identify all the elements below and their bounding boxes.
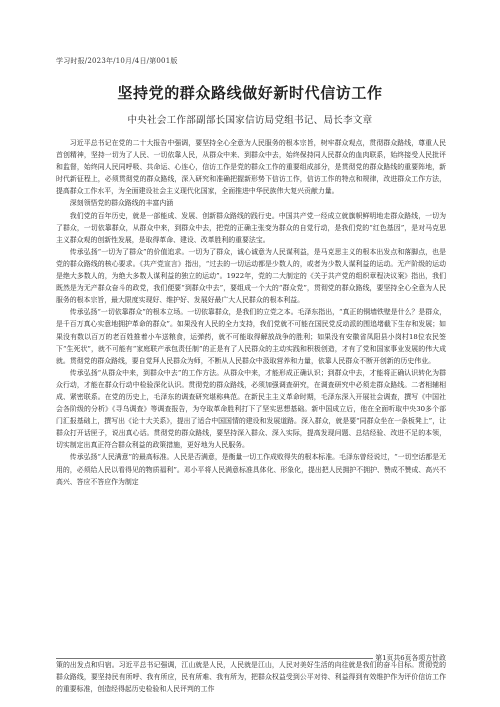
paragraph: 我们党的百年历史，就是一部能成、发展、创新群众路线的践行史。中国共产党一经成立就旗帜鲜明地走群众路线，一切为了群众，一切依靠群众，从群众中来，到群众中去，把党的正确主张变为群众的自觉行动，是我们党的“红色基因”，是对马克思主义群众观的创新性发展，是取得革命、建设、改革胜利的重要法宝。	[56, 211, 446, 244]
paragraph-intro: 习近平总书记在党的二十大报告中强调，要坚持全心全意为人民服务的根本宗旨，树牢群众观点，贯彻群众路线，尊重人民首创精神，坚持一切为了人民、一切依靠人民，从群众中来、到群众中去，始终保持同人民群众的血肉联系，始终接受人民批评和监督，始终同人民同呼吸、共命运、心连心，信访工作是党的群众工作的重要组成部分，是贯彻党的群众路线的重要阵地，新时代新征程上，必须贯彻党的群众路线，深入研究和准确把握新形势下信访工作，信访工作的特点和规律，改进群众工作方法，提高群众工作水平，为全面建设社会主义现代化国家，全面推进中华民族伟大复兴贡献力量。	[56, 139, 446, 196]
continuation-text: 策的出发点和归宿。习近平总书记强调，江山就是人民，人民就是江山，人民对美好生活的向往就是我们的奋斗目标。贯彻党的群众路线，要坚持民有所呼、我有所应，民有所难、我有所为，把群众权益受到公平对待、利益得到有效维护作为评价信访工作的重要标准，创造经得起历史检验和人民评判的工作	[56, 661, 446, 693]
page-number: 第1页共6页各项方针政	[375, 654, 446, 662]
article-body	[56, 137, 446, 488]
page-title: 坚持党的群众路线做好新时代信访工作	[117, 84, 383, 102]
paragraph: 传承弘扬“从群众中来，到群众中去”的工作方法。从群众中来，才能形成正确认识；到群众中去，才能将正确认识转化为群众行动，才能在群众行动中检验深化认识。贯彻党的群众路线，必须加强调查研究，在调查研究中必须走群众路线。二者相辅相成、紧密联系。在党的历史上，毛泽东的调查研究堪称典范。在新民主主义革命时期，毛泽东深入开展社会调查，撰写《中国社会各阶级的分析》《寻乌调查》等调查报告，为夺取革命胜利打下了坚实思想基础。新中国成立后，他在全面听取中央30多个部门汇报基础上，撰写出《论十大关系》，提出了适合中国国情的建设和发展道路。深入群众，就是要“同群众坐在一条板凳上”，让群众打开话匣子，说出真心话。贯彻党的群众路线，要坚持深入群众、深入实际，提高发现问题、总结经验、改进不足的本领，切实制定出真正符合群众利益的政策措施，更好地为人民服务。	[56, 368, 446, 450]
paragraph: 传承弘扬“一切为了群众”的价值追求。一切为了群众，诚心诚意为人民谋利益，是马克思主义的根本出发点和落脚点，也是党的群众路线的核心要求。《共产党宣言》指出，“过去的一切运动都是少数人的，或者为少数人谋利益的运动。无产阶级的运动是绝大多数人的，为绝大多数人谋利益的独立的运动”。1922年，党的二大制定的《关于共产党的组织章程决议案》指出，我们既然是为无产群众奋斗的政党，我们便要“到群众中去”，要组成一个大的“群众党”，贯彻党的群众路线，要坚持全心全意为人民服务的根本宗旨，最大限度实现好、维护好、发展好最广大人民群众的根本利益。	[56, 247, 446, 305]
issue-header: 学习时报/2023年/10月/4日/第001版	[56, 57, 178, 65]
author-line: 中央社会工作部副部长国家信访局党组书记、局长李文章	[127, 115, 373, 126]
paragraph: 传承弘扬“人民满意”的最高标准。人民是否满意，是衡量一切工作成败得失的根本标准。毛泽东曾经说过，“一切空话都是无用的，必须给人民以看得见的物质福利”。邓小平将人民满意标准具体化、形象化，提出把人民拥护不拥护、赞成不赞成、高兴不高兴、答应不答应作为制定	[56, 453, 446, 486]
section-heading: 深刻领悟党的群众路线的丰富内涵	[69, 199, 174, 208]
paragraph: 传承弘扬“一切依靠群众”的根本立场。一切依靠群众，是我们的立党之本。毛泽东指出，“真正的铜墙铁壁是什么？是群众，是千百万真心实意地拥护革命的群众”。如果没有人民的全力支持，我们党就不可能在国民党反动派的围追堵截下生存和发展；如果没有数以百万的老百姓推着小车送粮食，运弹药，就不可能取得解放战争的胜利；如果没有安徽省凤阳县小岗村18位农民签下“生死状”，就不可能有“家庭联产承包责任制”的正是有了人民群众的主动实践和积极创造，才有了党和国家事业发展的伟大成就。贯彻党的群众路线，要自觉拜人民群众为师，不断从人民群众中汲取营养和力量，依靠人民群众不断开创新的历史伟业。	[56, 308, 446, 365]
